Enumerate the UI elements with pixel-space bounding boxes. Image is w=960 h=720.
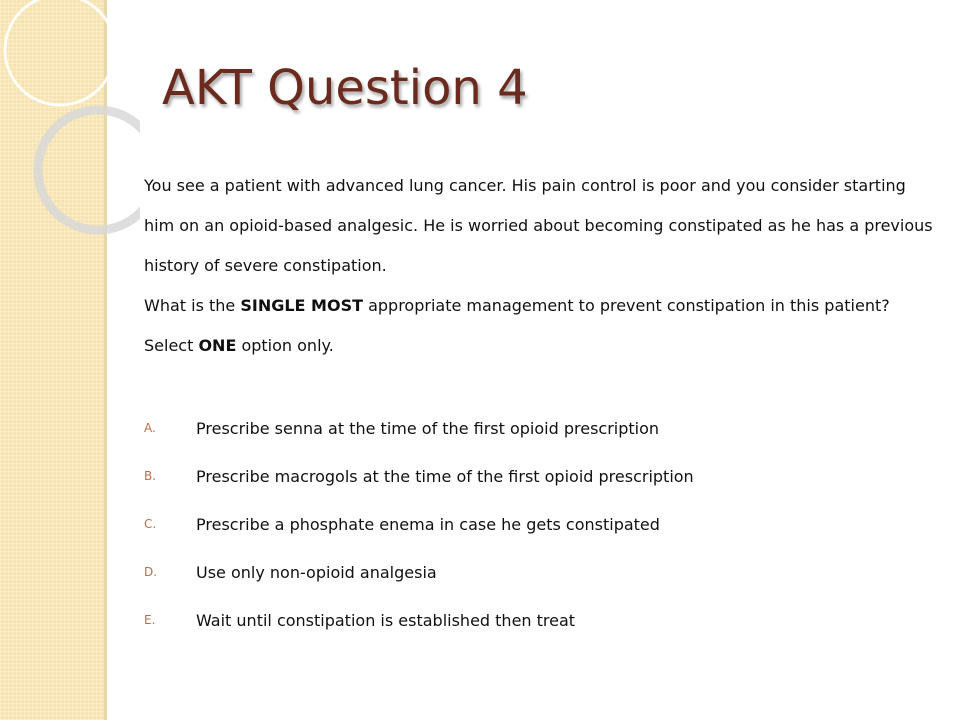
question-prompt-end: appropriate management to prevent constipation in this patient? [363, 296, 890, 315]
answer-option-a[interactable] [144, 404, 694, 452]
question-stem-line-3: history of severe constipation. [144, 256, 387, 275]
answer-option-d[interactable] [144, 548, 694, 596]
question-body [144, 166, 944, 366]
option-text: Prescribe senna at the time of the first opioid prescription [196, 418, 660, 438]
answer-options-list [144, 404, 694, 644]
slide-title: AKT Question 4 [162, 60, 528, 116]
option-letter: E. [144, 613, 156, 627]
option-text: Use only non-opioid analgesia [196, 562, 437, 582]
option-text: Prescribe macrogols at the time of the first opioid prescription [196, 466, 694, 486]
question-prompt-emphasis: SINGLE MOST [240, 296, 363, 315]
option-text: Prescribe a phosphate enema in case he gets constipated [196, 514, 660, 534]
option-letter: C. [144, 517, 157, 531]
question-stem-line-1: You see a patient with advanced lung cancer. His pain control is poor and you consider starting [144, 176, 906, 195]
answer-instruction [144, 326, 944, 366]
option-letter: A. [144, 421, 156, 435]
answer-option-e[interactable] [144, 596, 694, 644]
question-prompt-start: What is the [144, 296, 241, 315]
question-prompt [144, 286, 944, 326]
answer-instruction-emphasis: ONE [198, 336, 237, 355]
answer-instruction-end: option only. [236, 336, 334, 355]
question-stem-line-2: him on an opioid-based analgesic. He is worried about becoming constipated as he has a previous [144, 216, 933, 235]
decorative-rings [0, 0, 140, 260]
option-letter: B. [144, 469, 157, 483]
answer-instruction-start: Select [144, 336, 199, 355]
option-letter: D. [144, 565, 158, 579]
answer-option-b[interactable] [144, 452, 694, 500]
decorative-ring-bottom [38, 110, 140, 230]
answer-option-c[interactable] [144, 500, 694, 548]
decorative-ring-top [5, 0, 115, 105]
option-text: Wait until constipation is established then treat [196, 610, 576, 630]
